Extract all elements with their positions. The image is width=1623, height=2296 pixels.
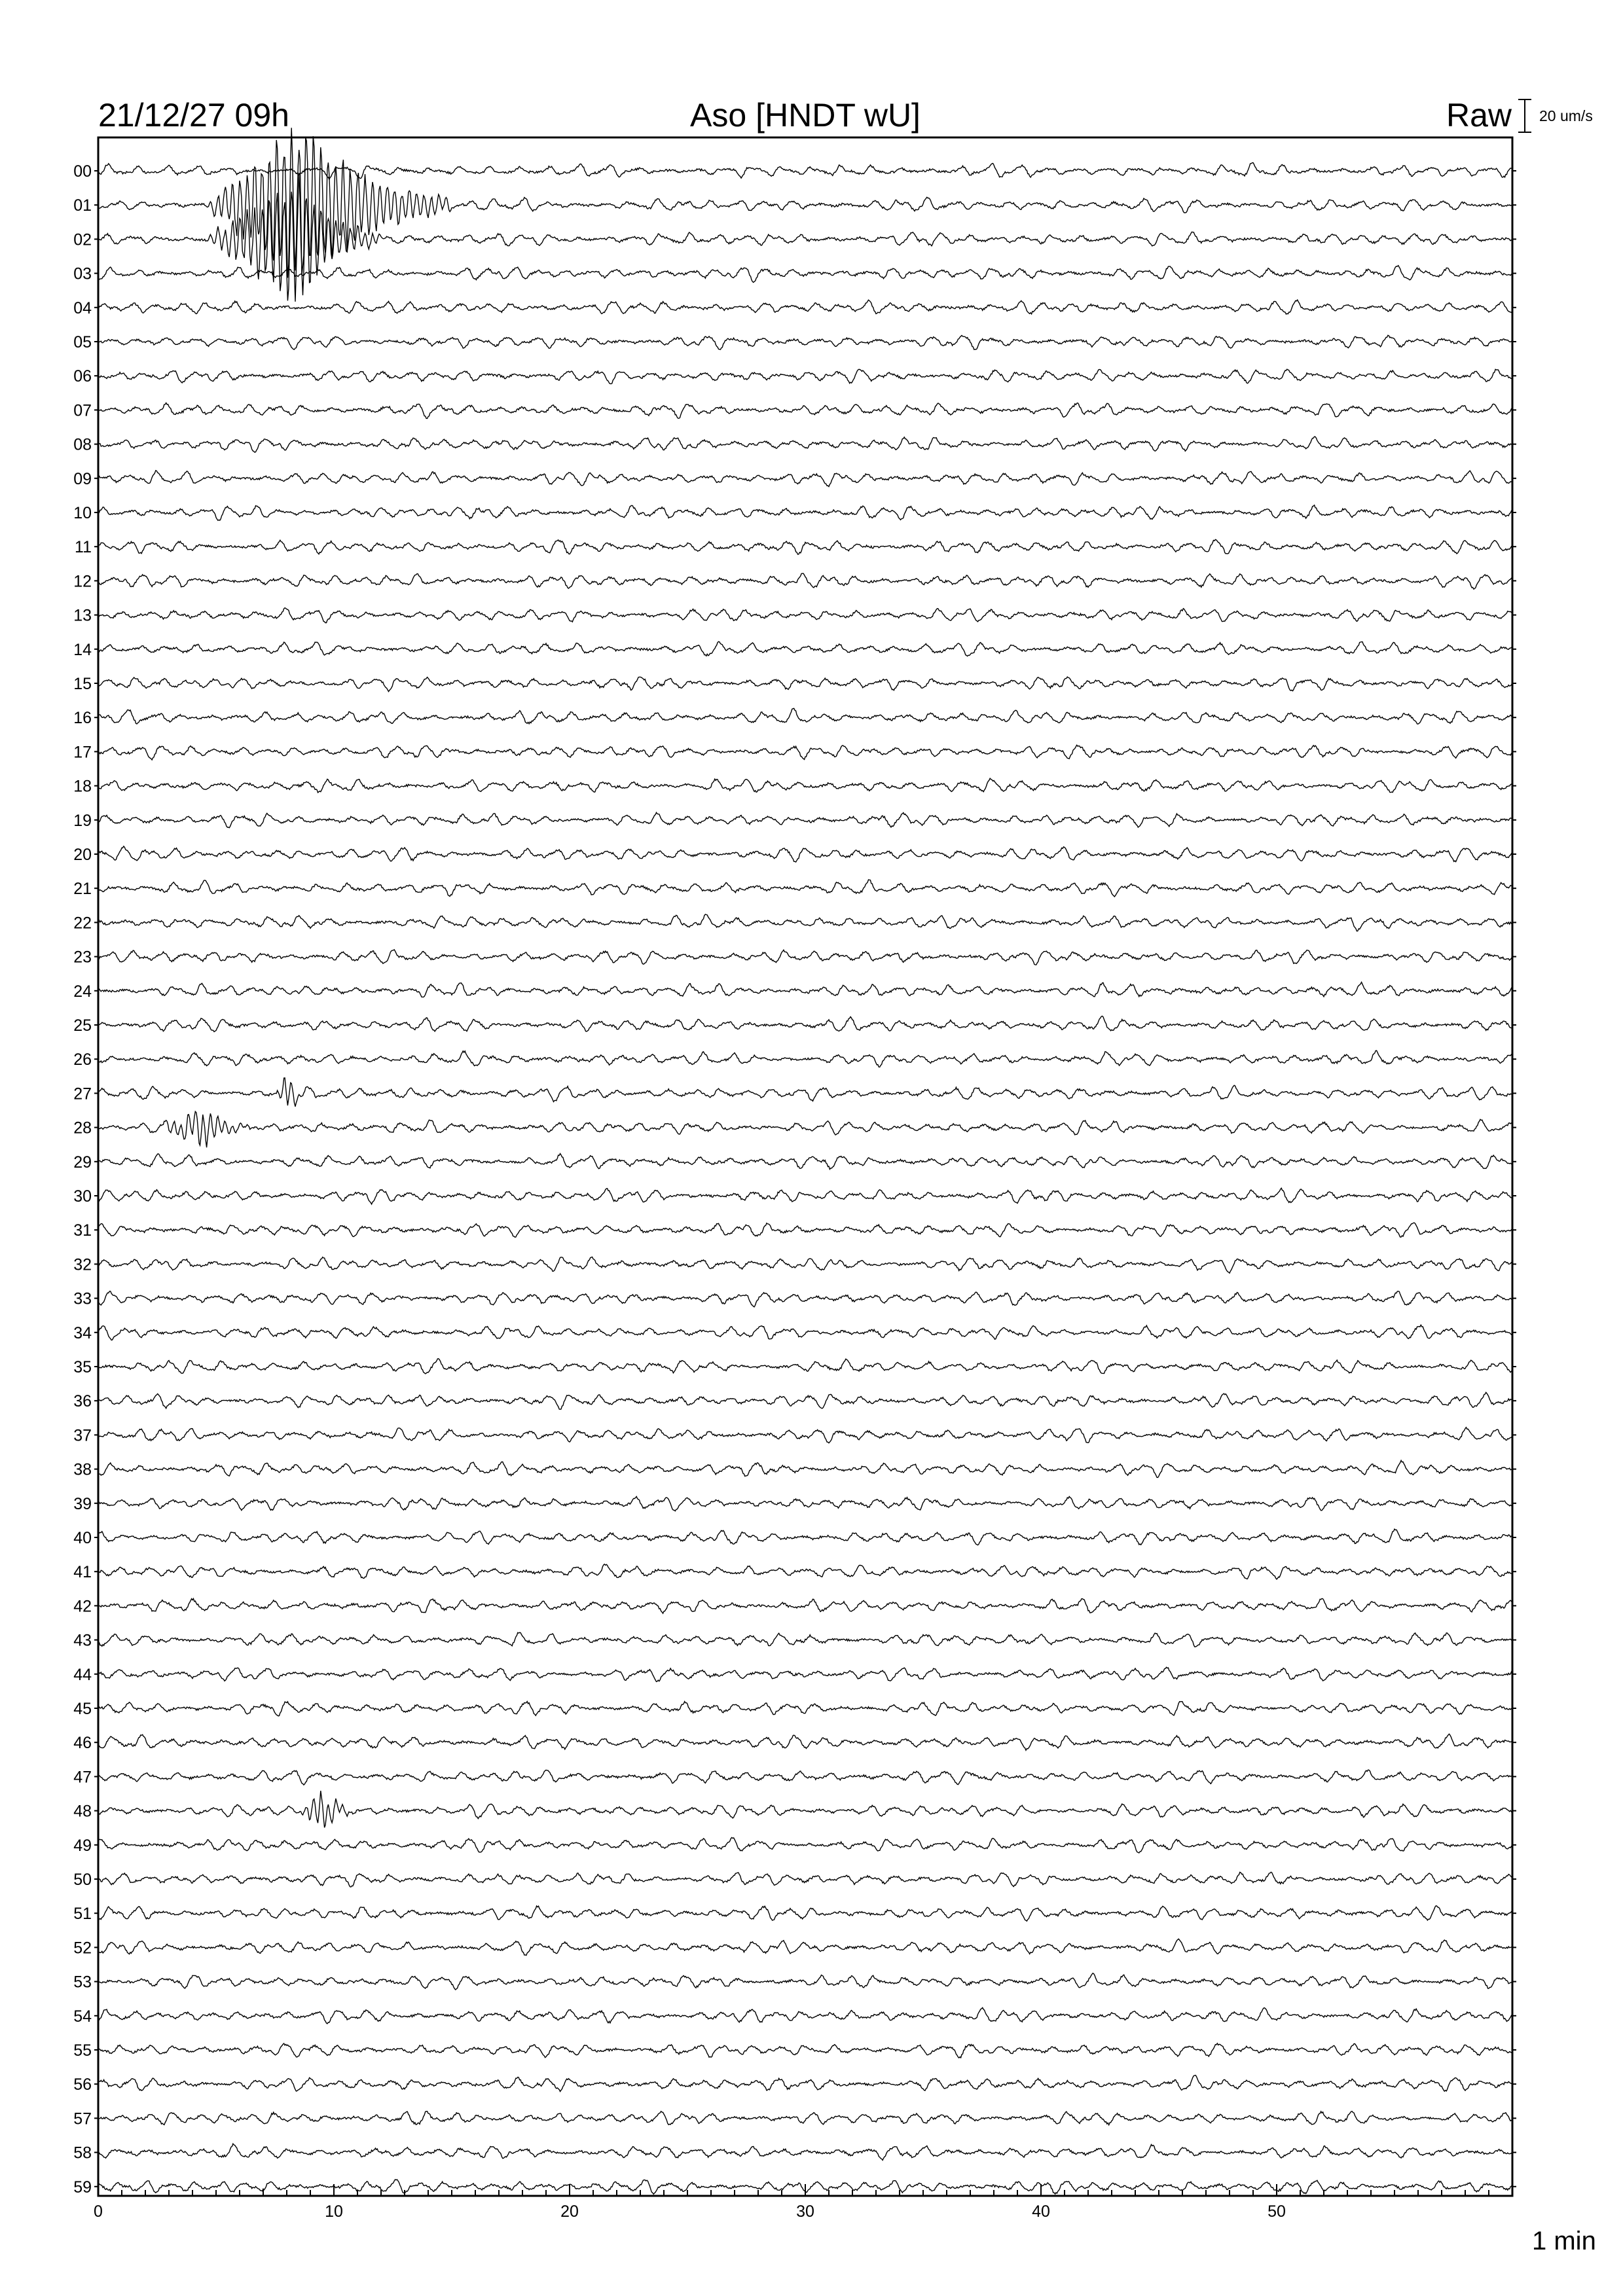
row-label: 49 — [73, 1836, 92, 1855]
row-label: 32 — [73, 1255, 92, 1274]
trace-line — [98, 128, 1512, 278]
trace-line — [98, 708, 1512, 724]
row-label: 11 — [75, 538, 92, 557]
trace-line — [98, 1497, 1512, 1511]
trace-line — [98, 1111, 1512, 1147]
row-label: 23 — [73, 948, 92, 967]
row-label: 29 — [73, 1153, 92, 1172]
trace-line — [98, 539, 1512, 554]
trace-line — [98, 1598, 1512, 1613]
row-label: 09 — [73, 469, 92, 488]
trace-line — [98, 1257, 1512, 1274]
trace-line — [98, 173, 1512, 302]
row-label: 54 — [73, 2007, 92, 2026]
trace-line — [98, 1154, 1512, 1170]
trace-line — [98, 471, 1512, 487]
x-tick-label: 0 — [94, 2202, 103, 2221]
row-label: 06 — [73, 367, 92, 386]
station-title: Aso [HNDT wU] — [690, 97, 921, 134]
trace-line — [98, 505, 1512, 520]
row-label: 07 — [73, 401, 92, 420]
row-label: 57 — [73, 2109, 92, 2128]
row-label: 25 — [73, 1016, 92, 1035]
trace-line — [98, 573, 1512, 589]
row-label: 33 — [73, 1289, 92, 1308]
row-label: 39 — [73, 1494, 92, 1513]
trace-line — [98, 950, 1512, 965]
x-tick-label: 20 — [560, 2202, 579, 2221]
trace-line — [98, 1939, 1512, 1955]
trace-line — [98, 641, 1512, 656]
row-label: 59 — [73, 2178, 92, 2197]
row-label: 41 — [73, 1563, 92, 1582]
row-ticks — [94, 171, 1516, 2187]
trace-line — [98, 1078, 1512, 1107]
trace-line — [98, 677, 1512, 691]
plot-frame — [98, 137, 1512, 2196]
row-label: 08 — [73, 435, 92, 454]
trace-line — [98, 369, 1512, 384]
mode-label: Raw — [1446, 97, 1512, 134]
trace-line — [98, 437, 1512, 452]
row-label: 51 — [73, 1905, 92, 1924]
trace-line — [98, 1791, 1512, 1827]
row-label: 05 — [73, 333, 92, 351]
row-label: 40 — [73, 1529, 92, 1547]
trace-line — [98, 1188, 1512, 1204]
x-axis-unit-label: 1 min — [1532, 2227, 1596, 2255]
trace-line — [98, 1872, 1512, 1887]
scale-bar-label: 20 um/s — [1539, 107, 1593, 124]
trace-line — [98, 1667, 1512, 1681]
trace-line — [98, 163, 1512, 180]
row-label: 55 — [73, 2041, 92, 2060]
row-label: 43 — [73, 1631, 92, 1650]
trace-line — [98, 1838, 1512, 1854]
trace-line — [98, 745, 1512, 760]
trace-line — [98, 2075, 1512, 2092]
row-label: 37 — [73, 1426, 92, 1445]
row-label: 28 — [73, 1119, 92, 1138]
x-tick-label: 10 — [325, 2202, 343, 2221]
row-label: 56 — [73, 2075, 92, 2094]
trace-line — [98, 1359, 1512, 1374]
trace-line — [98, 1050, 1512, 1067]
row-label: 12 — [73, 572, 92, 591]
row-label: 10 — [73, 504, 92, 522]
trace-line — [98, 846, 1512, 862]
scale-bar — [1518, 99, 1593, 132]
trace-line — [98, 2111, 1512, 2125]
row-label: 38 — [73, 1460, 92, 1479]
row-label: 58 — [73, 2144, 92, 2162]
row-label: 22 — [73, 914, 92, 933]
row-label: 47 — [73, 1768, 92, 1787]
seismic-traces — [98, 128, 1512, 2194]
datetime-label: 21/12/27 09h — [98, 97, 289, 134]
row-label: 13 — [73, 606, 92, 625]
x-tick-label: 50 — [1267, 2202, 1286, 2221]
trace-line — [98, 1223, 1512, 1237]
row-label: 00 — [73, 162, 92, 181]
trace-line — [98, 914, 1512, 931]
row-label: 03 — [73, 264, 92, 283]
trace-line — [98, 1973, 1512, 1990]
row-label: 42 — [73, 1597, 92, 1616]
trace-line — [98, 1460, 1512, 1477]
trace-line — [98, 1392, 1512, 1409]
x-tick-label: 40 — [1032, 2202, 1050, 2221]
row-label: 35 — [73, 1358, 92, 1376]
trace-line — [98, 880, 1512, 897]
x-tick-label: 30 — [796, 2202, 814, 2221]
row-label: 20 — [73, 846, 92, 864]
trace-line — [98, 2144, 1512, 2160]
row-label: 53 — [73, 1973, 92, 1992]
row-label: 19 — [73, 811, 92, 830]
trace-line — [98, 1325, 1512, 1340]
row-label: 31 — [73, 1221, 92, 1240]
row-label: 50 — [73, 1871, 92, 1889]
row-label: 04 — [73, 298, 92, 317]
row-label: 24 — [73, 982, 92, 1001]
row-labels — [73, 162, 92, 2197]
trace-line — [98, 2043, 1512, 2058]
row-label: 45 — [73, 1700, 92, 1718]
trace-line — [98, 778, 1512, 793]
trace-line — [98, 1734, 1512, 1750]
trace-line — [98, 1427, 1512, 1443]
trace-line — [98, 403, 1512, 419]
row-label: 17 — [73, 743, 92, 762]
trace-line — [98, 1016, 1512, 1031]
row-label: 44 — [73, 1665, 92, 1684]
row-label: 48 — [73, 1802, 92, 1821]
trace-line — [98, 1529, 1512, 1545]
trace-line — [98, 1632, 1512, 1647]
row-label: 02 — [73, 230, 92, 249]
row-label: 21 — [73, 880, 92, 899]
row-label: 52 — [73, 1939, 92, 1958]
row-label: 26 — [73, 1050, 92, 1069]
row-label: 16 — [73, 709, 92, 728]
row-label: 36 — [73, 1392, 92, 1411]
row-label: 15 — [73, 675, 92, 693]
row-label: 01 — [73, 196, 92, 215]
row-label: 27 — [73, 1085, 92, 1103]
trace-line — [98, 300, 1512, 314]
trace-line — [98, 812, 1512, 827]
row-label: 18 — [73, 777, 92, 796]
row-label: 14 — [73, 640, 92, 659]
trace-line — [98, 1906, 1512, 1922]
trace-line — [98, 1291, 1512, 1307]
trace-line — [98, 1702, 1512, 1716]
trace-line — [98, 982, 1512, 997]
trace-line — [98, 1770, 1512, 1785]
trace-line — [98, 335, 1512, 350]
trace-line — [98, 1564, 1512, 1579]
row-label: 34 — [73, 1323, 92, 1342]
row-label: 30 — [73, 1187, 92, 1206]
row-label: 46 — [73, 1734, 92, 1753]
trace-line — [98, 608, 1512, 623]
trace-line — [98, 2007, 1512, 2024]
